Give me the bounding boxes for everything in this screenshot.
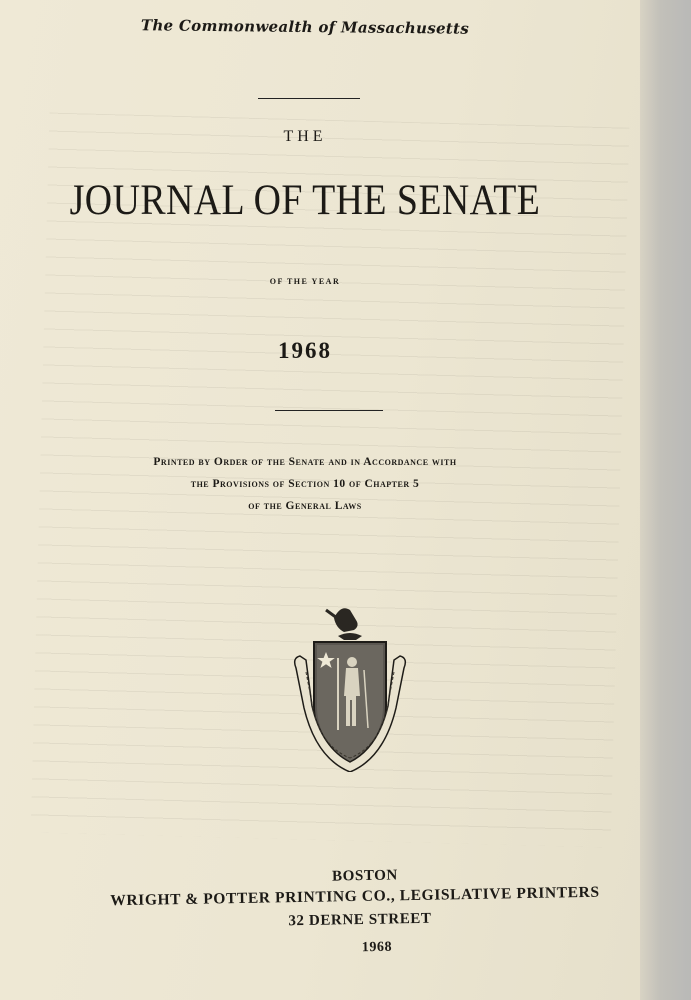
page-title: JOURNAL OF THE SENATE [69,177,541,224]
imprint-street: 32 DERNE STREET [288,910,432,930]
of-the-year-label: OF THE YEAR [269,277,341,286]
divider-rule-top [258,98,360,99]
imprint-printer: WRIGHT & POTTER PRINTING CO., LEGISLATIVE PRINTERS [110,883,600,910]
divider-rule-middle [275,410,383,411]
printed-notice-line-3: of the General Laws [248,500,362,512]
imprint-year: 1968 [361,939,393,956]
commonwealth-heading: The Commonwealth of Massachusetts [140,16,470,38]
printed-notice-line-2: the Provisions of Section 10 of Chapter 5 [190,478,420,490]
massachusetts-seal-icon [286,596,414,772]
printed-notice-line-1: Printed by Order of the Senate and in Accordance with [153,456,457,468]
title-year: 1968 [278,338,332,363]
imprint-city: BOSTON [331,867,399,885]
title-article: THE [283,128,327,145]
book-page-edge [640,0,691,1000]
